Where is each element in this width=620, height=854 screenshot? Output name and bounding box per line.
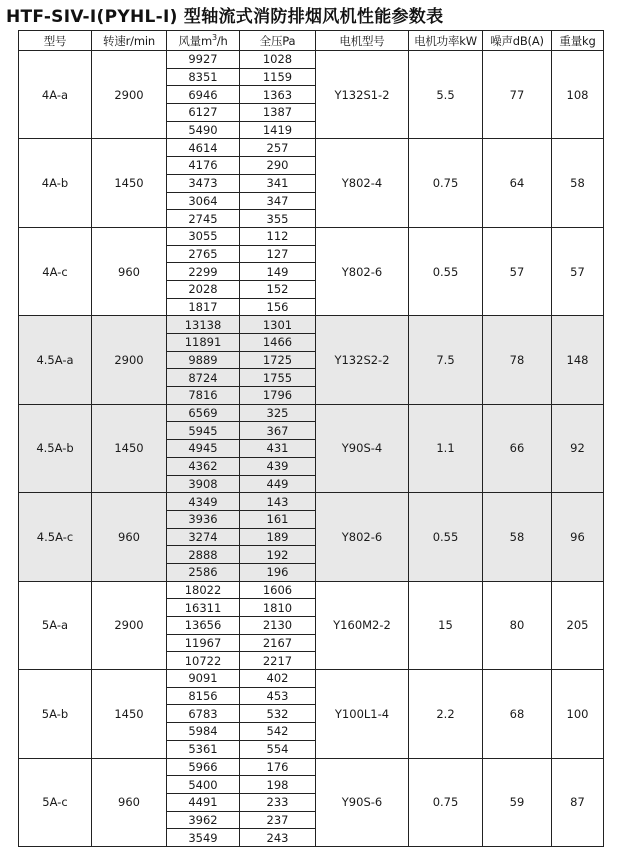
- motor-cell: Y132S2-2: [316, 316, 409, 404]
- power-cell: 5.5: [409, 51, 483, 139]
- noise-cell: 64: [483, 139, 552, 227]
- airflow-cell: 2586: [167, 563, 240, 581]
- airflow-cell: 3549: [167, 829, 240, 847]
- speed-cell: 2900: [92, 51, 167, 139]
- header-weight: 重量kg: [552, 31, 604, 51]
- airflow-cell: 5945: [167, 422, 240, 440]
- airflow-cell: 3064: [167, 192, 240, 210]
- weight-cell: 148: [552, 316, 604, 404]
- pressure-cell: 149: [240, 263, 316, 281]
- model-cell: 4.5A-b: [19, 404, 92, 492]
- airflow-cell: 5984: [167, 723, 240, 741]
- pressure-cell: 192: [240, 546, 316, 564]
- noise-cell: 68: [483, 670, 552, 758]
- power-cell: 7.5: [409, 316, 483, 404]
- weight-cell: 205: [552, 581, 604, 669]
- noise-cell: 77: [483, 51, 552, 139]
- power-cell: 0.55: [409, 493, 483, 581]
- pressure-cell: 402: [240, 670, 316, 688]
- pressure-cell: 347: [240, 192, 316, 210]
- airflow-cell: 6127: [167, 104, 240, 122]
- airflow-cell: 3962: [167, 811, 240, 829]
- speed-cell: 1450: [92, 139, 167, 227]
- airflow-cell: 6783: [167, 705, 240, 723]
- airflow-cell: 13138: [167, 316, 240, 334]
- pressure-cell: 431: [240, 440, 316, 458]
- airflow-cell: 7816: [167, 387, 240, 405]
- pressure-cell: 233: [240, 793, 316, 811]
- weight-cell: 92: [552, 404, 604, 492]
- pressure-cell: 243: [240, 829, 316, 847]
- airflow-cell: 16311: [167, 599, 240, 617]
- airflow-cell: 8156: [167, 687, 240, 705]
- table-row: [19, 227, 604, 245]
- pressure-cell: 325: [240, 404, 316, 422]
- speed-cell: 960: [92, 227, 167, 315]
- airflow-cell: 5400: [167, 776, 240, 794]
- airflow-cell: 3473: [167, 174, 240, 192]
- airflow-cell: 3055: [167, 227, 240, 245]
- pressure-cell: 439: [240, 457, 316, 475]
- motor-cell: Y132S1-2: [316, 51, 409, 139]
- pressure-cell: 1755: [240, 369, 316, 387]
- weight-cell: 100: [552, 670, 604, 758]
- motor-cell: Y100L1-4: [316, 670, 409, 758]
- pressure-cell: 127: [240, 245, 316, 263]
- motor-cell: Y90S-4: [316, 404, 409, 492]
- noise-cell: 66: [483, 404, 552, 492]
- speed-cell: 1450: [92, 670, 167, 758]
- model-cell: 5A-a: [19, 581, 92, 669]
- noise-cell: 80: [483, 581, 552, 669]
- pressure-cell: 1028: [240, 51, 316, 69]
- pressure-cell: 1796: [240, 387, 316, 405]
- airflow-cell: 2888: [167, 546, 240, 564]
- airflow-cell: 6946: [167, 86, 240, 104]
- airflow-cell: 2028: [167, 280, 240, 298]
- airflow-cell: 9927: [167, 51, 240, 69]
- speed-cell: 960: [92, 493, 167, 581]
- weight-cell: 87: [552, 758, 604, 846]
- pressure-cell: 532: [240, 705, 316, 723]
- table-row: [19, 404, 604, 422]
- pressure-cell: 237: [240, 811, 316, 829]
- header-motor: 电机型号: [316, 31, 409, 51]
- airflow-cell: 3908: [167, 475, 240, 493]
- weight-cell: 96: [552, 493, 604, 581]
- table-row: [19, 316, 604, 334]
- motor-cell: Y802-6: [316, 493, 409, 581]
- airflow-cell: 3274: [167, 528, 240, 546]
- pressure-cell: 161: [240, 510, 316, 528]
- noise-cell: 78: [483, 316, 552, 404]
- header-pressure: 全压Pa: [240, 31, 316, 51]
- power-cell: 2.2: [409, 670, 483, 758]
- airflow-cell: 10722: [167, 652, 240, 670]
- header-speed: 转速r/min: [92, 31, 167, 51]
- motor-cell: Y802-4: [316, 139, 409, 227]
- model-cell: 4A-a: [19, 51, 92, 139]
- pressure-cell: 257: [240, 139, 316, 157]
- speed-cell: 1450: [92, 404, 167, 492]
- pressure-cell: 196: [240, 563, 316, 581]
- pressure-cell: 453: [240, 687, 316, 705]
- motor-cell: Y90S-6: [316, 758, 409, 846]
- airflow-cell: 1817: [167, 298, 240, 316]
- model-cell: 4A-b: [19, 139, 92, 227]
- power-cell: 0.75: [409, 758, 483, 846]
- speed-cell: 960: [92, 758, 167, 846]
- spec-table: [18, 30, 604, 847]
- airflow-cell: 2299: [167, 263, 240, 281]
- header-noise: 噪声dB(A): [483, 31, 552, 51]
- airflow-cell: 9091: [167, 670, 240, 688]
- model-cell: 4.5A-a: [19, 316, 92, 404]
- table-row: [19, 139, 604, 157]
- pressure-cell: 1363: [240, 86, 316, 104]
- airflow-cell: 3936: [167, 510, 240, 528]
- airflow-cell: 4491: [167, 793, 240, 811]
- table-body: [19, 51, 604, 847]
- table-row: [19, 493, 604, 511]
- power-cell: 0.55: [409, 227, 483, 315]
- pressure-cell: 143: [240, 493, 316, 511]
- airflow-cell: 9889: [167, 351, 240, 369]
- pressure-cell: 1725: [240, 351, 316, 369]
- header-airflow: 风量$m^3/h$: [167, 31, 240, 51]
- table-row: [19, 581, 604, 599]
- airflow-cell: 8351: [167, 68, 240, 86]
- pressure-cell: 1466: [240, 334, 316, 352]
- pressure-cell: 176: [240, 758, 316, 776]
- airflow-cell: 13656: [167, 617, 240, 635]
- airflow-cell: 4349: [167, 493, 240, 511]
- noise-cell: 59: [483, 758, 552, 846]
- airflow-cell: 11891: [167, 334, 240, 352]
- pressure-cell: 152: [240, 280, 316, 298]
- model-cell: 4.5A-c: [19, 493, 92, 581]
- pressure-cell: 1387: [240, 104, 316, 122]
- pressure-cell: 156: [240, 298, 316, 316]
- speed-cell: 2900: [92, 581, 167, 669]
- pressure-cell: 112: [240, 227, 316, 245]
- speed-cell: 2900: [92, 316, 167, 404]
- header-power: 电机功率kW: [409, 31, 483, 51]
- noise-cell: 58: [483, 493, 552, 581]
- airflow-cell: 5490: [167, 121, 240, 139]
- model-cell: 4A-c: [19, 227, 92, 315]
- airflow-cell: 2765: [167, 245, 240, 263]
- airflow-cell: 11967: [167, 634, 240, 652]
- airflow-cell: 5361: [167, 740, 240, 758]
- pressure-cell: 449: [240, 475, 316, 493]
- airflow-cell: 4614: [167, 139, 240, 157]
- power-cell: 1.1: [409, 404, 483, 492]
- airflow-cell: 4945: [167, 440, 240, 458]
- pressure-cell: 341: [240, 174, 316, 192]
- model-cell: 5A-c: [19, 758, 92, 846]
- pressure-cell: 1810: [240, 599, 316, 617]
- airflow-cell: 4176: [167, 157, 240, 175]
- pressure-cell: 290: [240, 157, 316, 175]
- header-model: 型号: [19, 31, 92, 51]
- table-row: [19, 670, 604, 688]
- airflow-cell: 5966: [167, 758, 240, 776]
- model-cell: 5A-b: [19, 670, 92, 758]
- pressure-cell: 355: [240, 210, 316, 228]
- weight-cell: 57: [552, 227, 604, 315]
- motor-cell: Y160M2-2: [316, 581, 409, 669]
- page-title: HTF-SIV-I(PYHL-I) 型轴流式消防排烟风机性能参数表: [6, 7, 444, 27]
- weight-cell: 58: [552, 139, 604, 227]
- pressure-cell: 1419: [240, 121, 316, 139]
- weight-cell: 108: [552, 51, 604, 139]
- pressure-cell: 189: [240, 528, 316, 546]
- motor-cell: Y802-6: [316, 227, 409, 315]
- airflow-cell: 6569: [167, 404, 240, 422]
- pressure-cell: 1159: [240, 68, 316, 86]
- airflow-cell: 4362: [167, 457, 240, 475]
- pressure-cell: 1606: [240, 581, 316, 599]
- pressure-cell: 2167: [240, 634, 316, 652]
- header-row: [19, 31, 604, 51]
- pressure-cell: 198: [240, 776, 316, 794]
- pressure-cell: 554: [240, 740, 316, 758]
- airflow-cell: 8724: [167, 369, 240, 387]
- power-cell: 15: [409, 581, 483, 669]
- airflow-cell: 2745: [167, 210, 240, 228]
- table-row: [19, 758, 604, 776]
- noise-cell: 57: [483, 227, 552, 315]
- pressure-cell: 2130: [240, 617, 316, 635]
- airflow-cell: 18022: [167, 581, 240, 599]
- pressure-cell: 367: [240, 422, 316, 440]
- pressure-cell: 542: [240, 723, 316, 741]
- power-cell: 0.75: [409, 139, 483, 227]
- pressure-cell: 2217: [240, 652, 316, 670]
- table-row: [19, 51, 604, 69]
- pressure-cell: 1301: [240, 316, 316, 334]
